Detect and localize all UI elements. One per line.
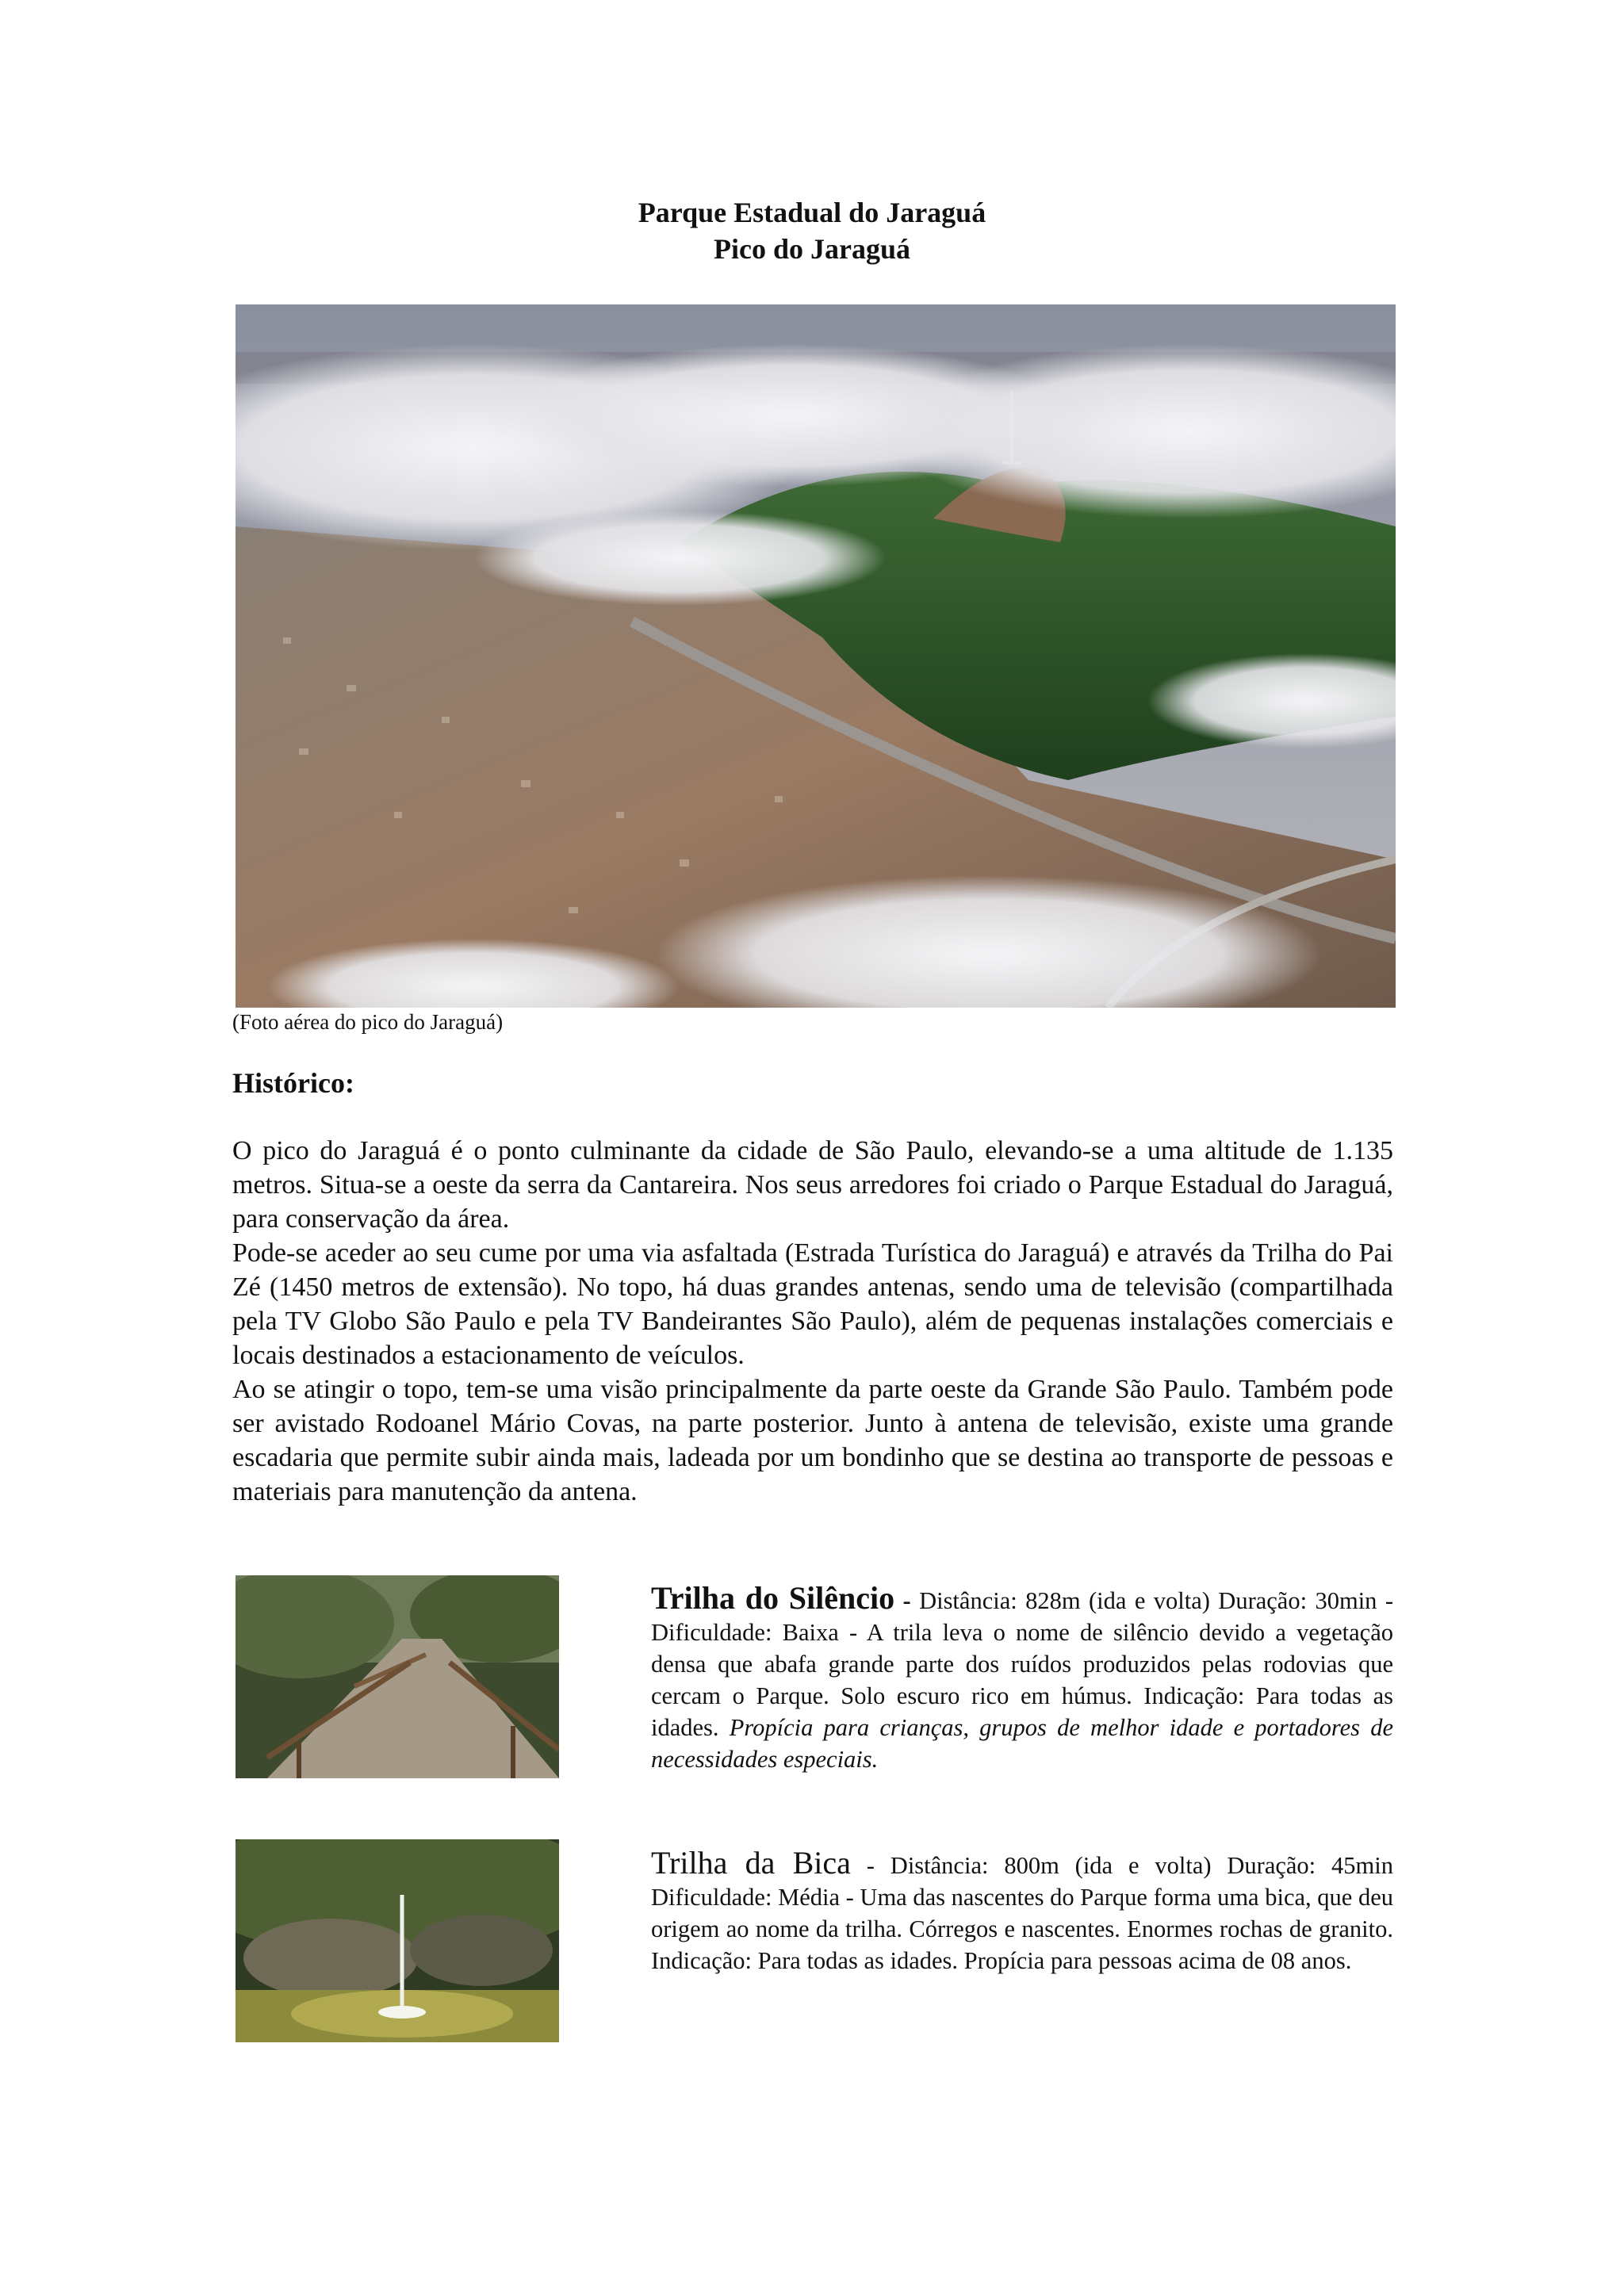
trail-details: Distância: 828m (ida e volta) Duração: 30min - Dificuldade: Baixa - A trila leva o nome de silêncio devido a vegetação densa que abafa grande parte dos ruídos produzidos pelas rodovias que cercam o Parque. Solo escuro rico em húmus. Indicação: Para todas as idades. [651, 1587, 1393, 1741]
history-paragraph: Ao se atingir o topo, tem-se uma visão principalmente da parte oeste da Grande São Paulo. Também pode ser avistado Rodoanel Mário Covas, na parte posterior. Junto à antena de televisão, existe uma grande escadaria que permite subir ainda mais, ladeada por um bondinho que se destina ao transporte de pessoas e materiais para manutenção da antena. [232, 1375, 1393, 1506]
trail-separator: - [894, 1587, 920, 1614]
section-heading-history: Histórico: [232, 1067, 354, 1099]
photo-caption: (Foto aérea do pico do Jaraguá) [232, 1010, 504, 1034]
trail-note: Propícia para crianças, grupos de melhor idade e portadores de necessidades especiais. [651, 1714, 1393, 1773]
trail-details: Distância: 800m (ida e volta) Duração: 45min Dificuldade: Média - Uma das nascentes do Parque forma uma bica, que deu origem ao nome da trilha. Córregos e nascentes. Enormes rochas de granito. Indicação: Para todas as idades. Propícia para pessoas acima de 08 anos. [651, 1852, 1393, 1974]
history-paragraph: O pico do Jaraguá é o ponto culminante da cidade de São Paulo, elevando-se a uma altitude de 1.135 metros. Situa-se a oeste da serra da Cantareira. Nos seus arredores foi criado o Parque Estadual do Jaraguá, para conservação da área. [232, 1136, 1393, 1234]
aerial-photo-jaragua-peak [236, 304, 1396, 1008]
document-title: Parque Estadual do Jaraguá [638, 197, 986, 228]
trail-separator: - [850, 1852, 891, 1879]
trail-bica-photo [236, 1839, 559, 2042]
history-body [232, 1134, 1393, 1509]
trail-name: Trilha do Silêncio [651, 1580, 895, 1616]
document-subtitle: Pico do Jaraguá [714, 233, 910, 265]
trail-silencio-description [651, 1582, 1393, 1775]
trail-silencio-photo [236, 1575, 559, 1778]
trail-bica-description [651, 1847, 1393, 1976]
history-paragraph: Pode-se aceder ao seu cume por uma via asfaltada (Estrada Turística do Jaraguá) e através da Trilha do Pai Zé (1450 metros de extensão). No topo, há duas grandes antenas, sendo uma de televisão (compartilhada pela TV Globo São Paulo e pela TV Bandeirantes São Paulo), além de pequenas instalações comerciais e locais destinados a estacionamento de veículos. [232, 1238, 1393, 1370]
trail-name: Trilha da Bica [651, 1845, 851, 1881]
